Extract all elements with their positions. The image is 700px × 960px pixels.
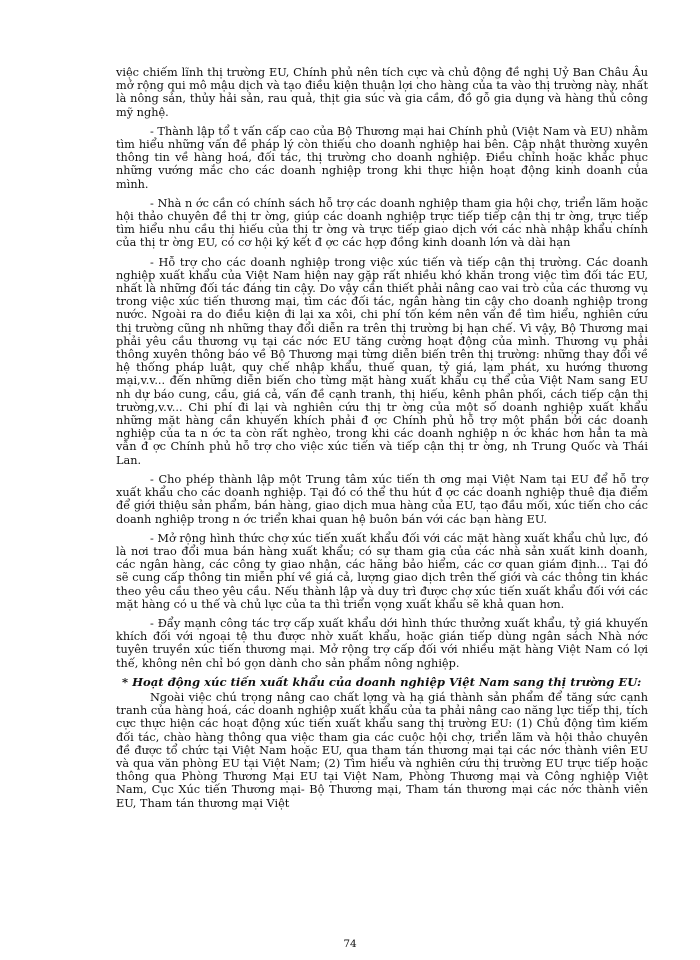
section-heading: * Hoạt động xúc tiến xuất khẩu của doanh nghiệp Việt Nam sang thị trường EU: xyxy=(122,674,642,689)
paragraph-market-access: - Hỗ trợ cho các doanh nghiệp trong việc xúc tiến và tiếp cận thị trường. Các doanh nghiệp xuất khẩu của Việt Nam hiện nay gặp rất nhiều khó khăn trong việc tìm đối tác EU, nhất là những đối tác đáng tin cậy. Do vậy cần thiết phải nâng cao vai trò của các thương vụ trong việc xúc tiến thương mại, tìm các đối tác, ngân hàng tin cậy cho doanh nghiệp trong nước. Ngoài ra do điều kiện đi lại xa xôi, chi phí tốn kém nên vấn đề tìm hiểu, nghiên cứu thị trường cũng nh những thay đổi diễn ra trên thị trường bị hạn chế. Vì vậy, Bộ Thương mại phải yêu cầu thương vụ tại các nớc EU tăng cường hoạt động của mình. Thương vụ phải thông xuyên thông báo về Bộ Thương mại từng diễn biến trên thị trường: những thay đổi về hệ thống pháp luật, quy chế nhập khẩu, thuế quan, tỷ giá, lạm phát, xu hướng thương mại,v.v... đến những diễn biến cho từng mặt hàng xuất khẩu cụ thể của Việt Nam sang EU nh dự báo cung, cầu, giá cả, vấn đề cạnh tranh, thị hiếu, kênh phân phối, cách tiếp cận thị trường,v.v... Chi phí đi lại và nghiên cứu thị tr ờng của một số doanh nghiệp xuất khẩu những mặt hàng cần khuyến khích phải đ ợc Chính phủ hỗ trợ một phần bởi các doanh nghiệp của ta n ớc ta còn rất nghèo, trong khi các doanh nghiệp n ớc khác hơn hẳn ta mà vẫn đ ợc Chính phủ hỗ trợ cho việc xúc tiến và tiếp cận thị tr ờng, nh Trung Quốc và Thái Lan. xyxy=(116,255,648,467)
paragraph-continuation: việc chiếm lĩnh thị trường EU, Chính phủ nên tích cực và chủ động đề nghị Uỷ Ban Châu Âu mở rộng qui mô mậu dịch và tạo điều kiện thuận lợi cho hàng của ta vào thị trường này, nhất là nông sản, thủy hải sản, rau quả, thịt gia súc và gia cầm, đồ gỗ gia dụng và hàng thủ công mỹ nghệ. xyxy=(116,66,648,119)
paragraph-export-subsidy: - Đẩy mạnh công tác trợ cấp xuất khẩu dới hình thức thưởng xuất khẩu, tỷ giá khuyến khích đối với ngoại tệ thu được nhờ xuất khẩu, hoặc gián tiếp dùng ngân sách Nhà nớc tuyên truyền xúc tiến thương mại. Mở rộng trợ cấp đối với nhiều mặt hàng Việt Nam có lợi thế, không nên chỉ bó gọn dành cho sản phẩm nông nghiệp. xyxy=(116,616,648,670)
paragraph-trade-center: - Cho phép thành lập một Trung tâm xúc tiến th ơng mại Việt Nam tại EU để hỗ trợ xuất khẩu cho các doanh nghiệp. Tại đó có thể thu hút đ ợc các doanh nghiệp thuê địa điểm để giới thiệu sản phẩm, bán hàng, giao dịch mua hàng của EU, tạo đầu mối, xúc tiến cho các doanh nghiệp trong n ớc triển khai quan hệ buôn bán với các bạn hàng EU. xyxy=(116,472,648,526)
paragraph-enterprise-promotion: Ngoài việc chú trọng nâng cao chất lợng và hạ giá thành sản phẩm để tăng sức cạnh tranh của hàng hoá, các doanh nghiệp xuất khẩu của ta phải nâng cao năng lực tiếp thị, tích cực thực hiện các hoạt động xúc tiến xuất khẩu sang thị trường EU: (1) Chủ động tìm kiếm đối tác, chào hàng thông qua việc tham gia các cuộc hội chợ, triển lãm và hội thảo chuyên đề được tổ chức tại Việt Nam hoặc EU, qua tham tán thương mại tại các nớc thành viên EU và qua văn phòng EU tại Việt Nam; (2) Tìm hiểu và nghiên cứu thị trường EU trực tiếp hoặc thông qua Phòng Thương Mại EU tại Việt Nam, Phòng Thương mại và Công nghiệp Việt Nam, Cục Xúc tiến Thương mại- Bộ Thương mại, Tham tán thương mại các nớc thành viên EU, Tham tán thương mại Việt xyxy=(116,690,648,810)
paragraph-export-market: - Mở rộng hình thức chợ xúc tiến xuất khẩu đối với các mặt hàng xuất khẩu chủ lực, đó là nơi trao đổi mua bán hàng xuất khẩu; có sự tham gia của các nhà sản xuất kinh doanh, các ngân hàng, các công ty giao nhận, các hãng bảo hiểm, các cơ quan giám định... Tại đó sẽ cung cấp thông tin miễn phí về giá cả, lượng giao dịch trên thế giới và các thông tin khác theo yêu cầu theo yêu cầu. Nếu thành lập và duy trì được chợ xúc tiến xuất khẩu đối với các mặt hàng có u thế và chủ lực của ta thì triển vọng xuất khẩu sẽ khả quan hơn. xyxy=(116,531,648,611)
paragraph-advisory-group: - Thành lập tổ t vấn cấp cao của Bộ Thương mại hai Chính phủ (Việt Nam và EU) nhằm tìm hiểu những vấn đề pháp lý còn thiếu cho doanh nghiệp hai bên. Cập nhật thường xuyên thông tin về hàng hoá, đối tác, thị trường cho doanh nghiệp. Điều chỉnh hoặc khắc phục những vướng mắc cho các doanh nghiệp trong khi thực hiện hoạt động kinh doanh của mình. xyxy=(116,124,648,191)
paragraph-trade-fairs: - Nhà n ớc cần có chính sách hỗ trợ các doanh nghiệp tham gia hội chợ, triển lãm hoặc hội thảo chuyên đề thị tr ờng, giúp các doanh nghiệp trực tiếp tiếp cận thị tr ờng, trực tiếp tìm hiểu nhu cầu thị hiếu của thị tr ờng và trực tiếp giao dịch với các nhà nhập khẩu chính của thị tr ờng EU, có cơ hội ký kết đ ợc các hợp đồng kinh doanh lớn và dài hạn xyxy=(116,196,648,250)
page-number: 74 xyxy=(343,938,357,950)
